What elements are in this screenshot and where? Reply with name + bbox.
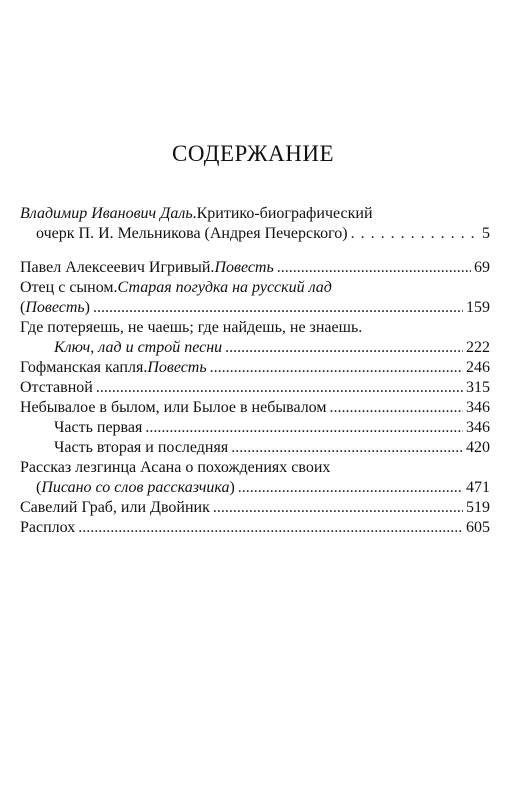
toc-page-number: 159 xyxy=(466,299,490,316)
toc-page-number: 346 xyxy=(466,399,490,416)
toc-leader-dots xyxy=(330,398,464,418)
toc-page-number: 471 xyxy=(466,479,490,496)
toc-leader-dots xyxy=(210,358,463,378)
toc-leader-dots xyxy=(351,224,479,244)
toc-entry-chast-pervaya[interactable] xyxy=(20,418,490,438)
toc-leader-dots xyxy=(96,378,463,398)
toc-entry-text: Отец с сыном. xyxy=(20,279,118,296)
toc-entry-otets-s-synom-line-1[interactable] xyxy=(20,278,490,298)
toc-entry-genre: Повесть xyxy=(25,299,85,316)
toc-entry-chast-vtoraya[interactable] xyxy=(20,438,490,458)
toc-entry-gofmanskaya-kaplya[interactable] xyxy=(20,358,490,378)
toc-author-name: Владимир Иванович Даль xyxy=(20,205,193,222)
toc-page-number: 519 xyxy=(466,499,490,516)
toc-open-paren: ( xyxy=(36,479,42,496)
toc-close-paren: ) xyxy=(84,299,90,316)
toc-entry-saveliy-grab[interactable] xyxy=(20,498,490,518)
toc-page-number: 222 xyxy=(466,339,490,356)
toc-entry-genre: Повесть xyxy=(147,359,207,376)
toc-page-number: 246 xyxy=(466,359,490,376)
toc-entry-genre: Ключ, лад и строй песни xyxy=(54,339,223,356)
toc-entry-rasplokh[interactable] xyxy=(20,518,490,538)
toc-page-number: 605 xyxy=(466,519,490,536)
toc-leader-dots xyxy=(145,418,463,438)
toc-entry-text: Гофманская капля. xyxy=(20,359,148,376)
toc-entry-otets-s-synom-line-2[interactable] xyxy=(20,298,490,318)
toc-entry-gde-poteryaesh-line-1[interactable] xyxy=(20,318,490,338)
toc-entry-genre: Повесть xyxy=(214,259,274,276)
toc-entry-text: Часть вторая и последняя xyxy=(54,439,229,456)
toc-entry-dal-essay-line-2[interactable] xyxy=(20,224,490,244)
toc-entry-rasskaz-lezgintsa-line-1[interactable] xyxy=(20,458,490,478)
toc-entry-text: Отставной xyxy=(20,379,93,396)
toc-entry-rasskaz-lezgintsa-line-2[interactable] xyxy=(20,478,490,498)
toc-entry-nebyvaloe[interactable] xyxy=(20,398,490,418)
toc-page-number: 69 xyxy=(474,259,490,276)
toc-entry-genre: Старая погудка на русский лад xyxy=(117,279,332,296)
toc-leader-dots xyxy=(238,478,463,498)
toc-entry-text: Рассказ лезгинца Асана о похождениях своих xyxy=(20,459,331,476)
toc-entry-text: Павел Алексеевич Игривый. xyxy=(20,259,215,276)
toc-separator: . xyxy=(192,205,197,222)
toc-open-paren: ( xyxy=(20,299,26,316)
toc-leader-dots xyxy=(213,498,463,518)
toc-close-paren: ) xyxy=(229,479,235,496)
toc-entry-text: Критико-биографический xyxy=(196,205,373,222)
toc-entry-text: Савелий Граб, или Двойник xyxy=(20,499,210,516)
toc-entry-otstavnoy[interactable] xyxy=(20,378,490,398)
toc-entry-pavel-igrivy[interactable] xyxy=(20,258,490,278)
page-title: СОДЕРЖАНИЕ xyxy=(171,141,334,166)
toc-entry-dal-essay-line-1[interactable] xyxy=(20,204,490,224)
toc-entry-text: очерк П. И. Мельникова (Андрея Печерского) xyxy=(36,225,348,242)
toc-entry-genre: Писано со слов рассказчика xyxy=(41,479,230,496)
toc-entry-text: Расплох xyxy=(20,519,76,536)
toc-entry-text: Где потеряешь, не чаешь; где найдешь, не знаешь. xyxy=(20,319,363,336)
toc-leader-dots xyxy=(93,298,463,318)
toc-page-number: 5 xyxy=(482,225,490,242)
toc-entry-gde-poteryaesh-line-2[interactable] xyxy=(20,338,490,358)
toc-page-number: 346 xyxy=(466,419,490,436)
toc-entry-text: Часть первая xyxy=(54,419,143,436)
toc-leader-dots xyxy=(231,438,463,458)
toc-page-number: 420 xyxy=(466,439,490,456)
toc-leader-dots xyxy=(277,258,471,278)
toc-page-number: 315 xyxy=(466,379,490,396)
toc-leader-dots xyxy=(225,338,463,358)
toc-leader-dots xyxy=(78,518,463,538)
toc-entry-text: Небывалое в былом, или Былое в небывалом xyxy=(20,399,327,416)
table-of-contents xyxy=(20,204,490,538)
